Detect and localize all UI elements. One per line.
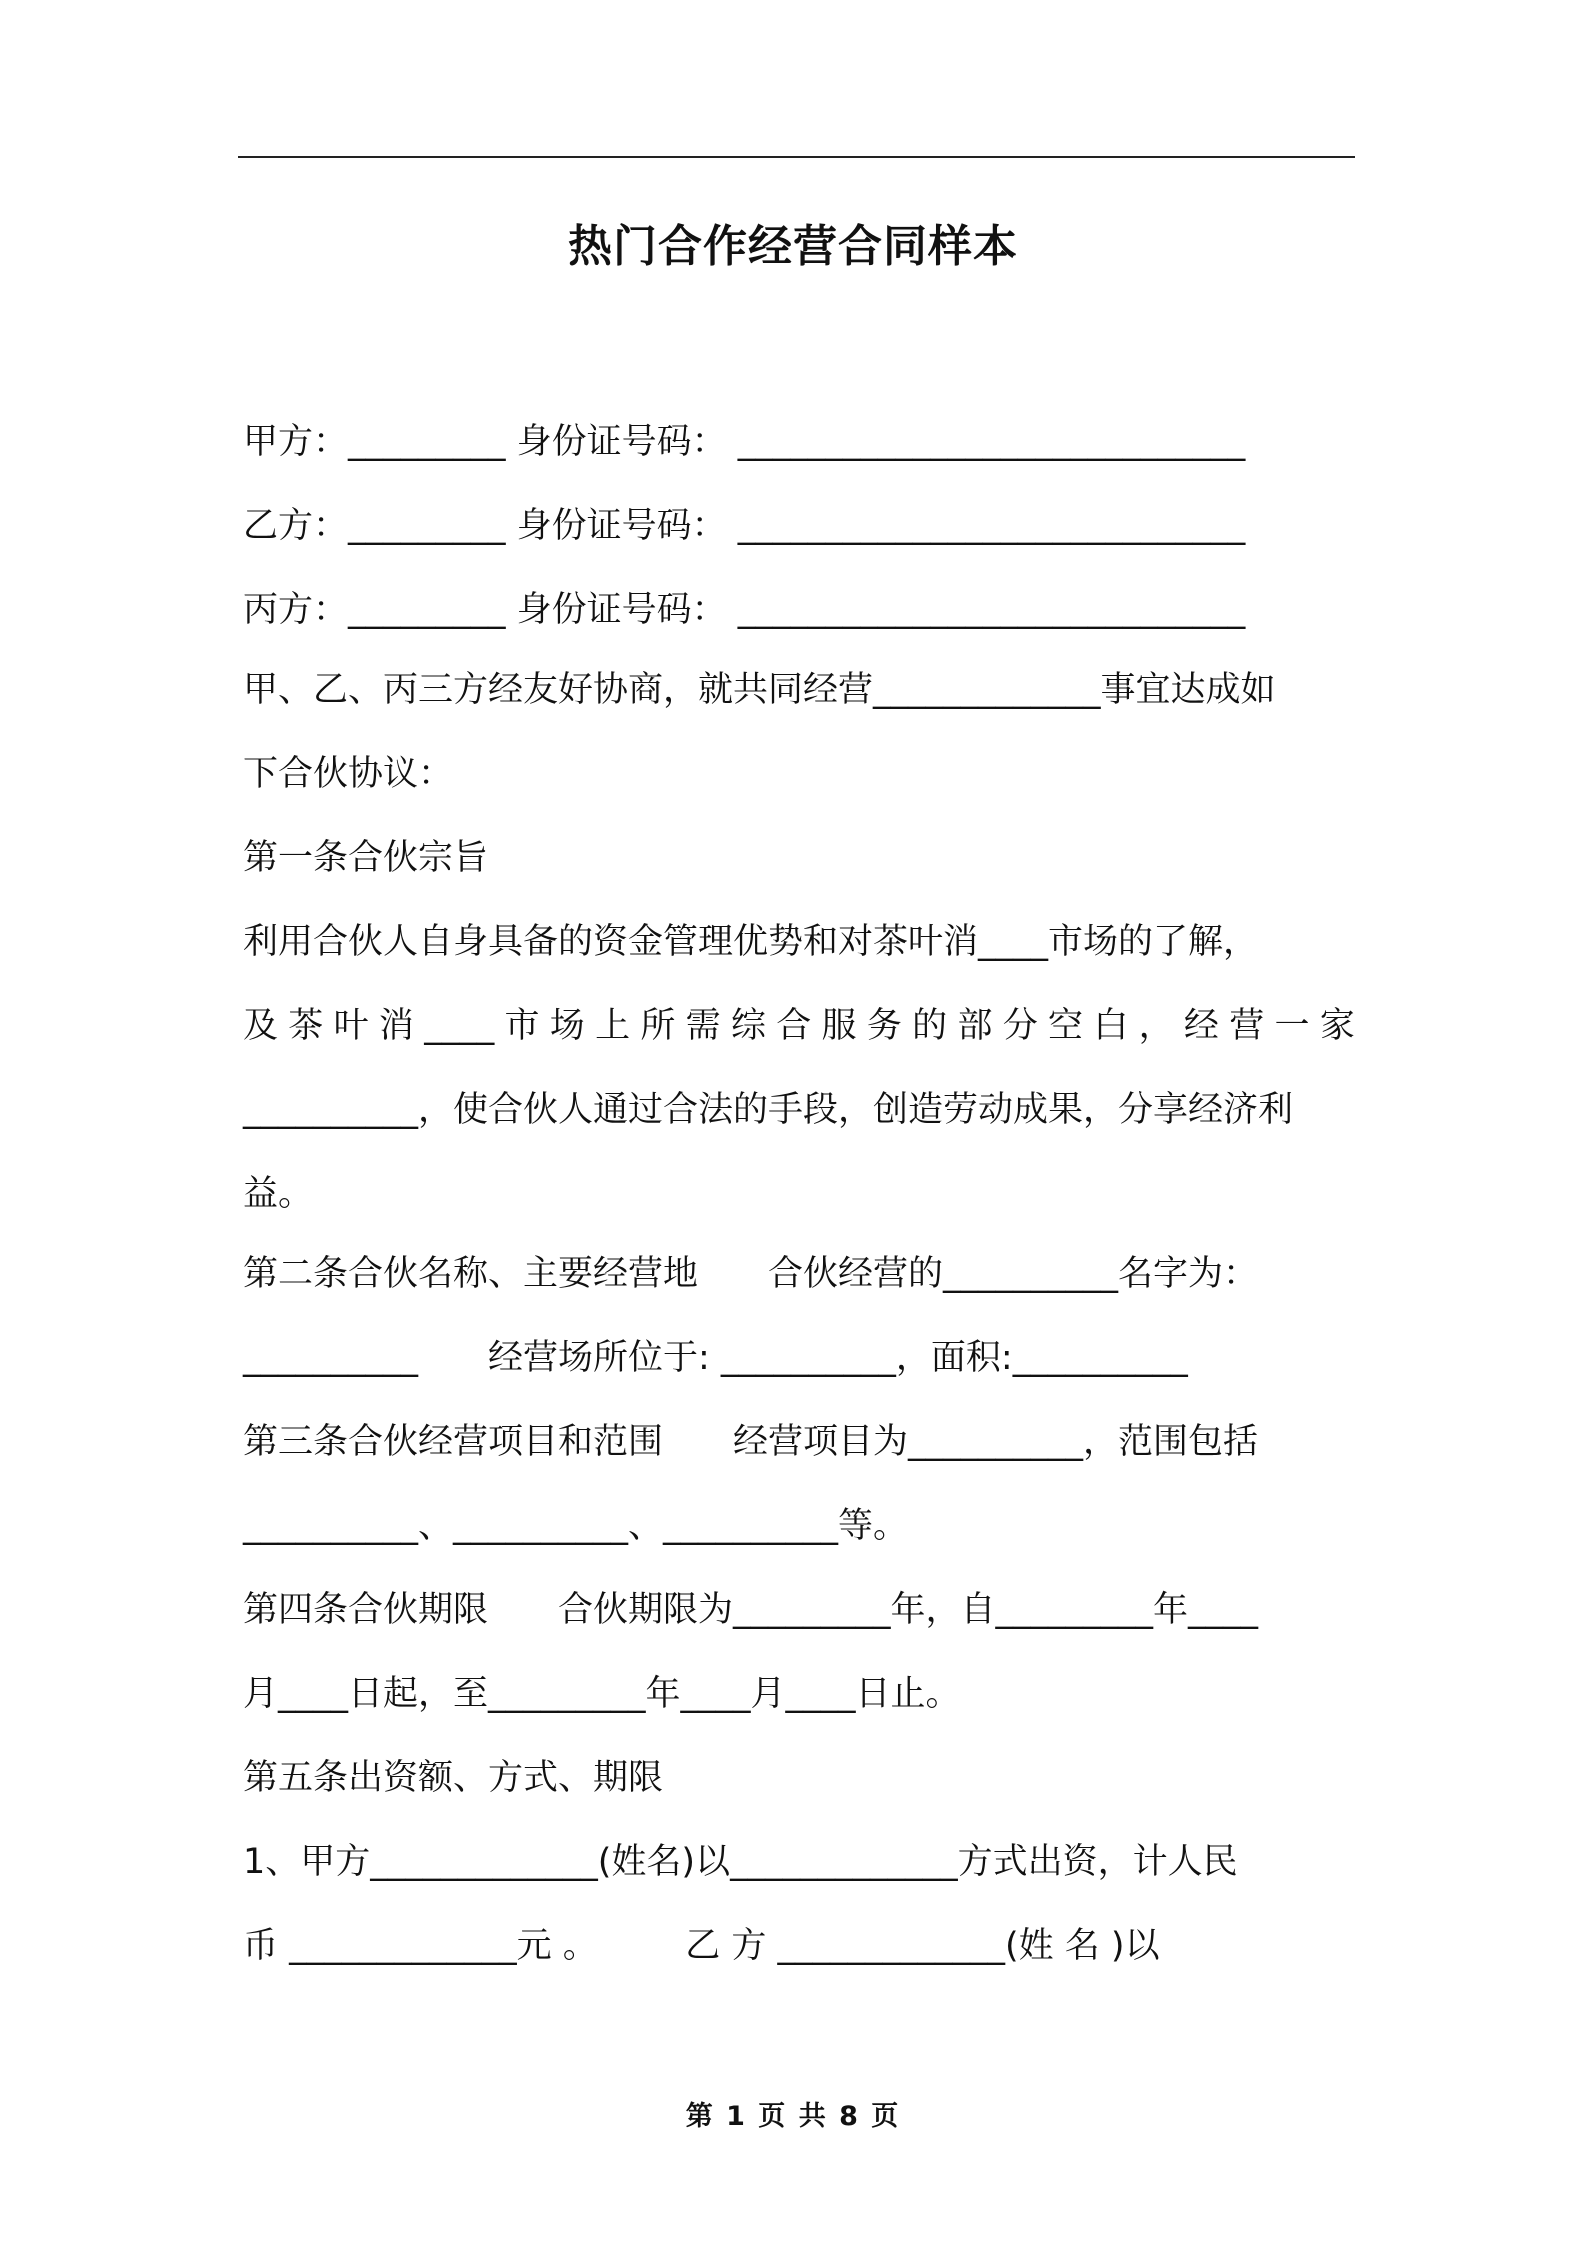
paragraph-line: 1、甲方_____________(姓名)以_____________方式出资，计人民: [243, 1842, 1238, 1882]
justified-char: 叶: [333, 1006, 369, 1046]
document-title: 热门合作经营合同样本: [568, 221, 1018, 272]
article-heading: 第五条出资额、方式、期限: [243, 1758, 664, 1798]
justified-char: 部: [957, 1006, 993, 1046]
paragraph-line: 益。: [243, 1174, 314, 1214]
paragraph-line: 月____日起，至_________年____月____日止。: [243, 1674, 961, 1714]
justified-char: 的: [912, 1006, 948, 1046]
justified-char: 及: [243, 1006, 279, 1046]
paragraph-line: __________、__________、__________等。: [243, 1506, 909, 1546]
justified-char: 综: [730, 1006, 766, 1046]
article-line: 第四条合伙期限 合伙期限为_________年，自_________年____: [243, 1590, 1259, 1630]
paragraph-line: 币 _____________元 。 乙 方 _____________(姓 名 )以: [243, 1926, 1160, 1966]
justified-char: 家: [1319, 1006, 1355, 1046]
justified-char: 茶: [288, 1006, 324, 1046]
party-c-line: 丙方：_________ 身份证号码： _____________________________: [243, 590, 1246, 630]
justified-char: 服: [821, 1006, 857, 1046]
article-line: 第二条合伙名称、主要经营地 合伙经营的__________名字为：: [243, 1254, 1259, 1294]
justified-char: 需: [685, 1006, 721, 1046]
paragraph-line: __________，使合伙人通过合法的手段，创造劳动成果，分享经济利: [243, 1090, 1294, 1130]
justified-char: 务: [866, 1006, 902, 1046]
paragraph-line: 利用合伙人自身具备的资金管理优势和对茶叶消____市场的了解，: [243, 922, 1259, 962]
justified-char: 所: [640, 1006, 676, 1046]
justified-char: 分: [1002, 1006, 1038, 1046]
justified-char: 合: [776, 1006, 812, 1046]
justified-char: 消: [378, 1006, 414, 1046]
paragraph-line: 甲、乙、丙三方经友好协商，就共同经营_____________事宜达成如: [243, 670, 1276, 710]
paragraph-line: __________ 经营场所位于: __________，面积:__________: [243, 1338, 1188, 1378]
paragraph-line: 下合伙协议：: [243, 754, 454, 794]
justified-char: 一: [1274, 1006, 1310, 1046]
justified-char: 市: [504, 1006, 540, 1046]
party-a-line: 甲方：_________ 身份证号码： _____________________________: [243, 422, 1246, 462]
header-rule: [238, 156, 1355, 158]
justified-char: 营: [1229, 1006, 1265, 1046]
justified-char: ，: [1138, 1006, 1174, 1046]
paragraph-line-justified: [243, 996, 1355, 1056]
justified-char: ____: [424, 1006, 495, 1046]
justified-char: 场: [549, 1006, 585, 1046]
justified-char: 白: [1093, 1006, 1129, 1046]
justified-char: 经: [1183, 1006, 1219, 1046]
article-heading: 第一条合伙宗旨: [243, 838, 489, 878]
party-b-line: 乙方：_________ 身份证号码： _____________________________: [243, 506, 1246, 546]
justified-char: 空: [1048, 1006, 1084, 1046]
article-line: 第三条合伙经营项目和范围 经营项目为__________，范围包括: [243, 1422, 1259, 1462]
justified-char: 上: [595, 1006, 631, 1046]
page-footer: 第 1 页 共 8 页: [685, 2101, 901, 2132]
